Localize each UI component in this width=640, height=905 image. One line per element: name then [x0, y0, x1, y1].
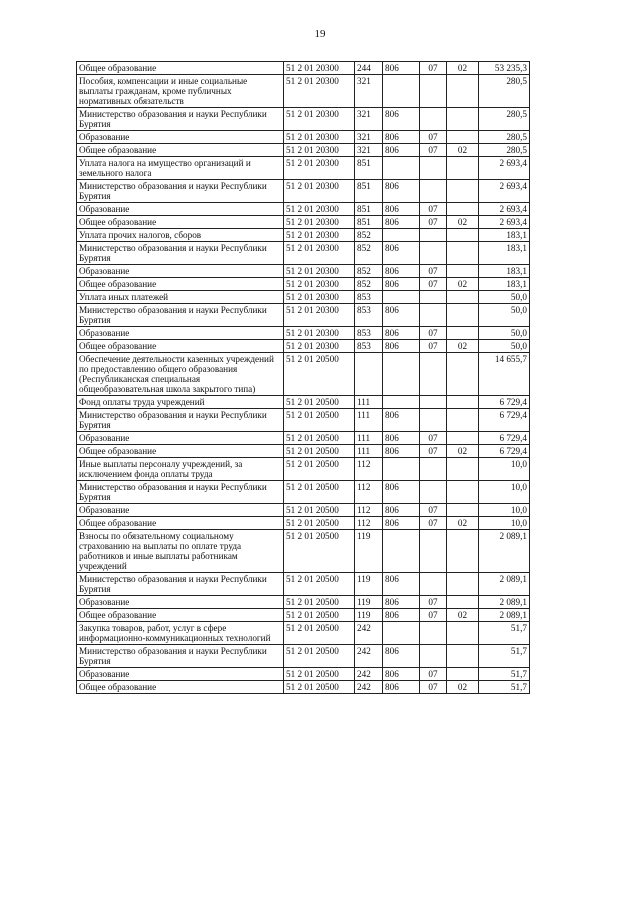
- row-subsection-cell: 02: [447, 216, 479, 229]
- row-section-cell: [420, 396, 447, 409]
- row-section-cell: 07: [420, 504, 447, 517]
- row-amount-cell: 183,1: [479, 265, 530, 278]
- row-target-article-cell: 51 2 01 20500: [284, 596, 355, 609]
- row-amount-cell: 51,7: [479, 645, 530, 668]
- row-administrator-cell: 806: [383, 668, 420, 681]
- row-name-cell: Министерство образования и науки Республики Бурятия: [77, 409, 284, 432]
- row-target-article-cell: 51 2 01 20300: [284, 242, 355, 265]
- row-name-cell: Министерство образования и науки Республики Бурятия: [77, 645, 284, 668]
- row-administrator-cell: [383, 458, 420, 481]
- row-name-cell: Взносы по обязательному социальному страхованию на выплаты по оплате труда работников и иные выплаты работникам учреждений: [77, 530, 284, 573]
- row-amount-cell: 2 089,1: [479, 596, 530, 609]
- table-row: [77, 481, 530, 504]
- table-row: [77, 340, 530, 353]
- row-subsection-cell: [447, 242, 479, 265]
- row-name-cell: Образование: [77, 327, 284, 340]
- row-name-cell: Иные выплаты персоналу учреждений, за исключением фонда оплаты труда: [77, 458, 284, 481]
- row-subsection-cell: [447, 432, 479, 445]
- row-expense-type-cell: 321: [355, 108, 383, 131]
- row-section-cell: 07: [420, 445, 447, 458]
- row-name-cell: Министерство образования и науки Республики Бурятия: [77, 573, 284, 596]
- row-section-cell: [420, 180, 447, 203]
- row-amount-cell: 2 089,1: [479, 573, 530, 596]
- table-row: [77, 131, 530, 144]
- row-amount-cell: 280,5: [479, 75, 530, 108]
- row-name-cell: Общее образование: [77, 216, 284, 229]
- row-administrator-cell: 806: [383, 432, 420, 445]
- row-target-article-cell: 51 2 01 20500: [284, 645, 355, 668]
- row-amount-cell: 10,0: [479, 504, 530, 517]
- row-administrator-cell: 806: [383, 481, 420, 504]
- row-subsection-cell: 02: [447, 144, 479, 157]
- row-subsection-cell: [447, 409, 479, 432]
- row-name-cell: Уплата иных платежей: [77, 291, 284, 304]
- row-amount-cell: 50,0: [479, 340, 530, 353]
- row-subsection-cell: [447, 291, 479, 304]
- row-target-article-cell: 51 2 01 20500: [284, 353, 355, 396]
- row-section-cell: 07: [420, 278, 447, 291]
- row-name-cell: Пособия, компенсации и иные социальные выплаты гражданам, кроме публичных нормативных обязательств: [77, 75, 284, 108]
- row-subsection-cell: [447, 157, 479, 180]
- row-section-cell: [420, 530, 447, 573]
- row-subsection-cell: [447, 353, 479, 396]
- row-administrator-cell: 806: [383, 180, 420, 203]
- row-subsection-cell: [447, 265, 479, 278]
- row-target-article-cell: 51 2 01 20500: [284, 432, 355, 445]
- row-name-cell: Образование: [77, 432, 284, 445]
- table-row: [77, 573, 530, 596]
- row-name-cell: Общее образование: [77, 609, 284, 622]
- row-name-cell: Образование: [77, 668, 284, 681]
- row-name-cell: Министерство образования и науки Республики Бурятия: [77, 242, 284, 265]
- row-subsection-cell: 02: [447, 609, 479, 622]
- row-section-cell: 07: [420, 596, 447, 609]
- row-amount-cell: 6 729,4: [479, 409, 530, 432]
- row-target-article-cell: 51 2 01 20500: [284, 609, 355, 622]
- row-subsection-cell: [447, 75, 479, 108]
- row-administrator-cell: [383, 530, 420, 573]
- row-amount-cell: 2 693,4: [479, 180, 530, 203]
- row-administrator-cell: 806: [383, 265, 420, 278]
- row-section-cell: 07: [420, 668, 447, 681]
- row-section-cell: 07: [420, 265, 447, 278]
- row-expense-type-cell: 852: [355, 265, 383, 278]
- row-name-cell: Фонд оплаты труда учреждений: [77, 396, 284, 409]
- row-section-cell: 07: [420, 432, 447, 445]
- row-target-article-cell: 51 2 01 20300: [284, 144, 355, 157]
- row-section-cell: [420, 304, 447, 327]
- table-row: [77, 229, 530, 242]
- row-expense-type-cell: 111: [355, 409, 383, 432]
- row-administrator-cell: [383, 229, 420, 242]
- row-subsection-cell: [447, 108, 479, 131]
- row-administrator-cell: 806: [383, 340, 420, 353]
- row-name-cell: Закупка товаров, работ, услуг в сфере информационно-коммуникационных технологий: [77, 622, 284, 645]
- row-expense-type-cell: 244: [355, 62, 383, 75]
- row-name-cell: Уплата налога на имущество организаций и земельного налога: [77, 157, 284, 180]
- row-section-cell: [420, 409, 447, 432]
- row-subsection-cell: 02: [447, 517, 479, 530]
- table-row: [77, 242, 530, 265]
- table-row: [77, 157, 530, 180]
- row-administrator-cell: [383, 75, 420, 108]
- row-section-cell: [420, 291, 447, 304]
- table-row: [77, 216, 530, 229]
- row-subsection-cell: [447, 327, 479, 340]
- row-target-article-cell: 51 2 01 20300: [284, 278, 355, 291]
- row-amount-cell: 50,0: [479, 291, 530, 304]
- row-target-article-cell: 51 2 01 20300: [284, 340, 355, 353]
- row-target-article-cell: 51 2 01 20500: [284, 622, 355, 645]
- page-number: 19: [314, 28, 326, 40]
- row-expense-type-cell: 851: [355, 157, 383, 180]
- row-target-article-cell: 51 2 01 20300: [284, 108, 355, 131]
- row-amount-cell: 2 693,4: [479, 216, 530, 229]
- row-expense-type-cell: 242: [355, 622, 383, 645]
- row-name-cell: Общее образование: [77, 340, 284, 353]
- row-amount-cell: 2 693,4: [479, 203, 530, 216]
- row-administrator-cell: [383, 291, 420, 304]
- row-name-cell: Образование: [77, 504, 284, 517]
- row-target-article-cell: 51 2 01 20500: [284, 573, 355, 596]
- row-subsection-cell: [447, 573, 479, 596]
- row-name-cell: Общее образование: [77, 62, 284, 75]
- row-target-article-cell: 51 2 01 20300: [284, 203, 355, 216]
- row-target-article-cell: 51 2 01 20500: [284, 530, 355, 573]
- row-section-cell: [420, 645, 447, 668]
- row-administrator-cell: 806: [383, 409, 420, 432]
- row-name-cell: Общее образование: [77, 681, 284, 694]
- row-section-cell: [420, 481, 447, 504]
- row-subsection-cell: 02: [447, 340, 479, 353]
- row-subsection-cell: [447, 481, 479, 504]
- table-row: [77, 291, 530, 304]
- row-section-cell: [420, 229, 447, 242]
- row-section-cell: 07: [420, 144, 447, 157]
- row-subsection-cell: [447, 396, 479, 409]
- row-subsection-cell: [447, 645, 479, 668]
- row-administrator-cell: [383, 396, 420, 409]
- row-target-article-cell: 51 2 01 20500: [284, 504, 355, 517]
- row-expense-type-cell: 112: [355, 504, 383, 517]
- row-name-cell: Общее образование: [77, 278, 284, 291]
- row-expense-type-cell: 851: [355, 180, 383, 203]
- row-name-cell: Министерство образования и науки Республики Бурятия: [77, 180, 284, 203]
- row-subsection-cell: [447, 304, 479, 327]
- row-amount-cell: 50,0: [479, 304, 530, 327]
- row-administrator-cell: 806: [383, 203, 420, 216]
- row-expense-type-cell: 112: [355, 458, 383, 481]
- row-expense-type-cell: 851: [355, 216, 383, 229]
- table-row: [77, 62, 530, 75]
- row-amount-cell: 6 729,4: [479, 396, 530, 409]
- row-section-cell: [420, 242, 447, 265]
- row-name-cell: Министерство образования и науки Республики Бурятия: [77, 304, 284, 327]
- row-administrator-cell: 806: [383, 645, 420, 668]
- row-expense-type-cell: 119: [355, 609, 383, 622]
- row-name-cell: Образование: [77, 596, 284, 609]
- row-subsection-cell: 02: [447, 445, 479, 458]
- row-target-article-cell: 51 2 01 20300: [284, 62, 355, 75]
- row-expense-type-cell: 242: [355, 668, 383, 681]
- row-target-article-cell: 51 2 01 20500: [284, 681, 355, 694]
- row-expense-type-cell: 242: [355, 681, 383, 694]
- table-row: [77, 596, 530, 609]
- table-row: [77, 304, 530, 327]
- table-row: [77, 278, 530, 291]
- row-name-cell: Общее образование: [77, 517, 284, 530]
- row-section-cell: 07: [420, 681, 447, 694]
- table-row: [77, 530, 530, 573]
- row-name-cell: Министерство образования и науки Республики Бурятия: [77, 481, 284, 504]
- row-amount-cell: 280,5: [479, 108, 530, 131]
- row-administrator-cell: 806: [383, 304, 420, 327]
- row-target-article-cell: 51 2 01 20500: [284, 445, 355, 458]
- row-expense-type-cell: 111: [355, 432, 383, 445]
- row-amount-cell: 14 655,7: [479, 353, 530, 396]
- table-row: [77, 609, 530, 622]
- row-expense-type-cell: 853: [355, 291, 383, 304]
- row-administrator-cell: 806: [383, 144, 420, 157]
- row-name-cell: Общее образование: [77, 445, 284, 458]
- row-target-article-cell: 51 2 01 20300: [284, 180, 355, 203]
- row-expense-type-cell: 321: [355, 144, 383, 157]
- row-amount-cell: 2 089,1: [479, 530, 530, 573]
- row-expense-type-cell: 851: [355, 203, 383, 216]
- row-administrator-cell: [383, 157, 420, 180]
- row-section-cell: 07: [420, 609, 447, 622]
- row-amount-cell: 10,0: [479, 517, 530, 530]
- table-row: [77, 396, 530, 409]
- row-amount-cell: 6 729,4: [479, 432, 530, 445]
- row-target-article-cell: 51 2 01 20500: [284, 396, 355, 409]
- row-expense-type-cell: [355, 353, 383, 396]
- table-row: [77, 445, 530, 458]
- row-administrator-cell: 806: [383, 504, 420, 517]
- row-administrator-cell: 806: [383, 445, 420, 458]
- row-target-article-cell: 51 2 01 20300: [284, 216, 355, 229]
- row-section-cell: [420, 573, 447, 596]
- row-administrator-cell: [383, 622, 420, 645]
- row-target-article-cell: 51 2 01 20500: [284, 517, 355, 530]
- row-target-article-cell: 51 2 01 20500: [284, 668, 355, 681]
- row-section-cell: [420, 157, 447, 180]
- row-subsection-cell: [447, 596, 479, 609]
- row-section-cell: 07: [420, 340, 447, 353]
- table-row: [77, 517, 530, 530]
- row-expense-type-cell: 111: [355, 396, 383, 409]
- budget-table-body: [77, 62, 530, 694]
- row-subsection-cell: [447, 458, 479, 481]
- table-row: [77, 108, 530, 131]
- row-section-cell: 07: [420, 517, 447, 530]
- row-name-cell: Уплата прочих налогов, сборов: [77, 229, 284, 242]
- row-amount-cell: 51,7: [479, 622, 530, 645]
- row-subsection-cell: [447, 622, 479, 645]
- row-administrator-cell: 806: [383, 573, 420, 596]
- row-administrator-cell: 806: [383, 609, 420, 622]
- row-target-article-cell: 51 2 01 20300: [284, 229, 355, 242]
- table-row: [77, 144, 530, 157]
- row-name-cell: Обеспечение деятельности казенных учреждений по предоставлению общего образования (Республиканская специальная общеобразовательная школа закрытого типа): [77, 353, 284, 396]
- row-expense-type-cell: 119: [355, 530, 383, 573]
- row-expense-type-cell: 242: [355, 645, 383, 668]
- row-amount-cell: 183,1: [479, 229, 530, 242]
- row-section-cell: 07: [420, 216, 447, 229]
- row-amount-cell: 51,7: [479, 681, 530, 694]
- table-row: [77, 353, 530, 396]
- row-amount-cell: 2 693,4: [479, 157, 530, 180]
- row-expense-type-cell: 852: [355, 229, 383, 242]
- row-section-cell: 07: [420, 203, 447, 216]
- table-row: [77, 458, 530, 481]
- row-amount-cell: 183,1: [479, 242, 530, 265]
- row-amount-cell: 50,0: [479, 327, 530, 340]
- table-row: [77, 504, 530, 517]
- row-section-cell: [420, 353, 447, 396]
- row-expense-type-cell: 852: [355, 278, 383, 291]
- row-name-cell: Министерство образования и науки Республики Бурятия: [77, 108, 284, 131]
- table-row: [77, 327, 530, 340]
- row-subsection-cell: 02: [447, 62, 479, 75]
- row-amount-cell: 51,7: [479, 668, 530, 681]
- row-subsection-cell: [447, 180, 479, 203]
- row-target-article-cell: 51 2 01 20300: [284, 131, 355, 144]
- row-target-article-cell: 51 2 01 20300: [284, 157, 355, 180]
- row-target-article-cell: 51 2 01 20300: [284, 265, 355, 278]
- row-expense-type-cell: 853: [355, 304, 383, 327]
- row-subsection-cell: [447, 229, 479, 242]
- row-administrator-cell: 806: [383, 216, 420, 229]
- row-amount-cell: 53 235,3: [479, 62, 530, 75]
- row-target-article-cell: 51 2 01 20300: [284, 327, 355, 340]
- table-row: [77, 203, 530, 216]
- row-section-cell: 07: [420, 131, 447, 144]
- row-subsection-cell: 02: [447, 681, 479, 694]
- row-expense-type-cell: 853: [355, 340, 383, 353]
- row-section-cell: [420, 75, 447, 108]
- row-amount-cell: 280,5: [479, 144, 530, 157]
- table-row: [77, 180, 530, 203]
- row-expense-type-cell: 112: [355, 517, 383, 530]
- row-expense-type-cell: 112: [355, 481, 383, 504]
- row-amount-cell: 183,1: [479, 278, 530, 291]
- row-expense-type-cell: 852: [355, 242, 383, 265]
- row-subsection-cell: [447, 504, 479, 517]
- row-administrator-cell: 806: [383, 596, 420, 609]
- row-administrator-cell: [383, 353, 420, 396]
- table-row: [77, 681, 530, 694]
- row-name-cell: Образование: [77, 131, 284, 144]
- row-amount-cell: 6 729,4: [479, 445, 530, 458]
- row-section-cell: [420, 108, 447, 131]
- row-target-article-cell: 51 2 01 20500: [284, 458, 355, 481]
- row-expense-type-cell: 321: [355, 131, 383, 144]
- row-target-article-cell: 51 2 01 20300: [284, 75, 355, 108]
- row-administrator-cell: 806: [383, 108, 420, 131]
- table-row: [77, 622, 530, 645]
- table-row: [77, 668, 530, 681]
- budget-table: [76, 61, 530, 694]
- row-target-article-cell: 51 2 01 20300: [284, 291, 355, 304]
- table-row: [77, 645, 530, 668]
- table-row: [77, 409, 530, 432]
- row-subsection-cell: [447, 131, 479, 144]
- row-expense-type-cell: 111: [355, 445, 383, 458]
- row-subsection-cell: [447, 203, 479, 216]
- row-name-cell: Образование: [77, 203, 284, 216]
- row-section-cell: [420, 622, 447, 645]
- table-row: [77, 432, 530, 445]
- row-amount-cell: 280,5: [479, 131, 530, 144]
- row-administrator-cell: 806: [383, 131, 420, 144]
- row-target-article-cell: 51 2 01 20500: [284, 481, 355, 504]
- row-target-article-cell: 51 2 01 20300: [284, 304, 355, 327]
- row-administrator-cell: 806: [383, 327, 420, 340]
- row-section-cell: [420, 458, 447, 481]
- row-administrator-cell: 806: [383, 242, 420, 265]
- row-name-cell: Образование: [77, 265, 284, 278]
- row-section-cell: 07: [420, 327, 447, 340]
- row-subsection-cell: [447, 530, 479, 573]
- row-amount-cell: 2 089,1: [479, 609, 530, 622]
- row-expense-type-cell: 119: [355, 596, 383, 609]
- row-subsection-cell: [447, 668, 479, 681]
- row-expense-type-cell: 321: [355, 75, 383, 108]
- row-administrator-cell: 806: [383, 278, 420, 291]
- row-section-cell: 07: [420, 62, 447, 75]
- row-name-cell: Общее образование: [77, 144, 284, 157]
- row-administrator-cell: 806: [383, 517, 420, 530]
- row-expense-type-cell: 119: [355, 573, 383, 596]
- row-amount-cell: 10,0: [479, 481, 530, 504]
- table-row: [77, 265, 530, 278]
- table-row: [77, 75, 530, 108]
- row-administrator-cell: 806: [383, 62, 420, 75]
- row-administrator-cell: 806: [383, 681, 420, 694]
- row-expense-type-cell: 853: [355, 327, 383, 340]
- row-target-article-cell: 51 2 01 20500: [284, 409, 355, 432]
- row-amount-cell: 10,0: [479, 458, 530, 481]
- row-subsection-cell: 02: [447, 278, 479, 291]
